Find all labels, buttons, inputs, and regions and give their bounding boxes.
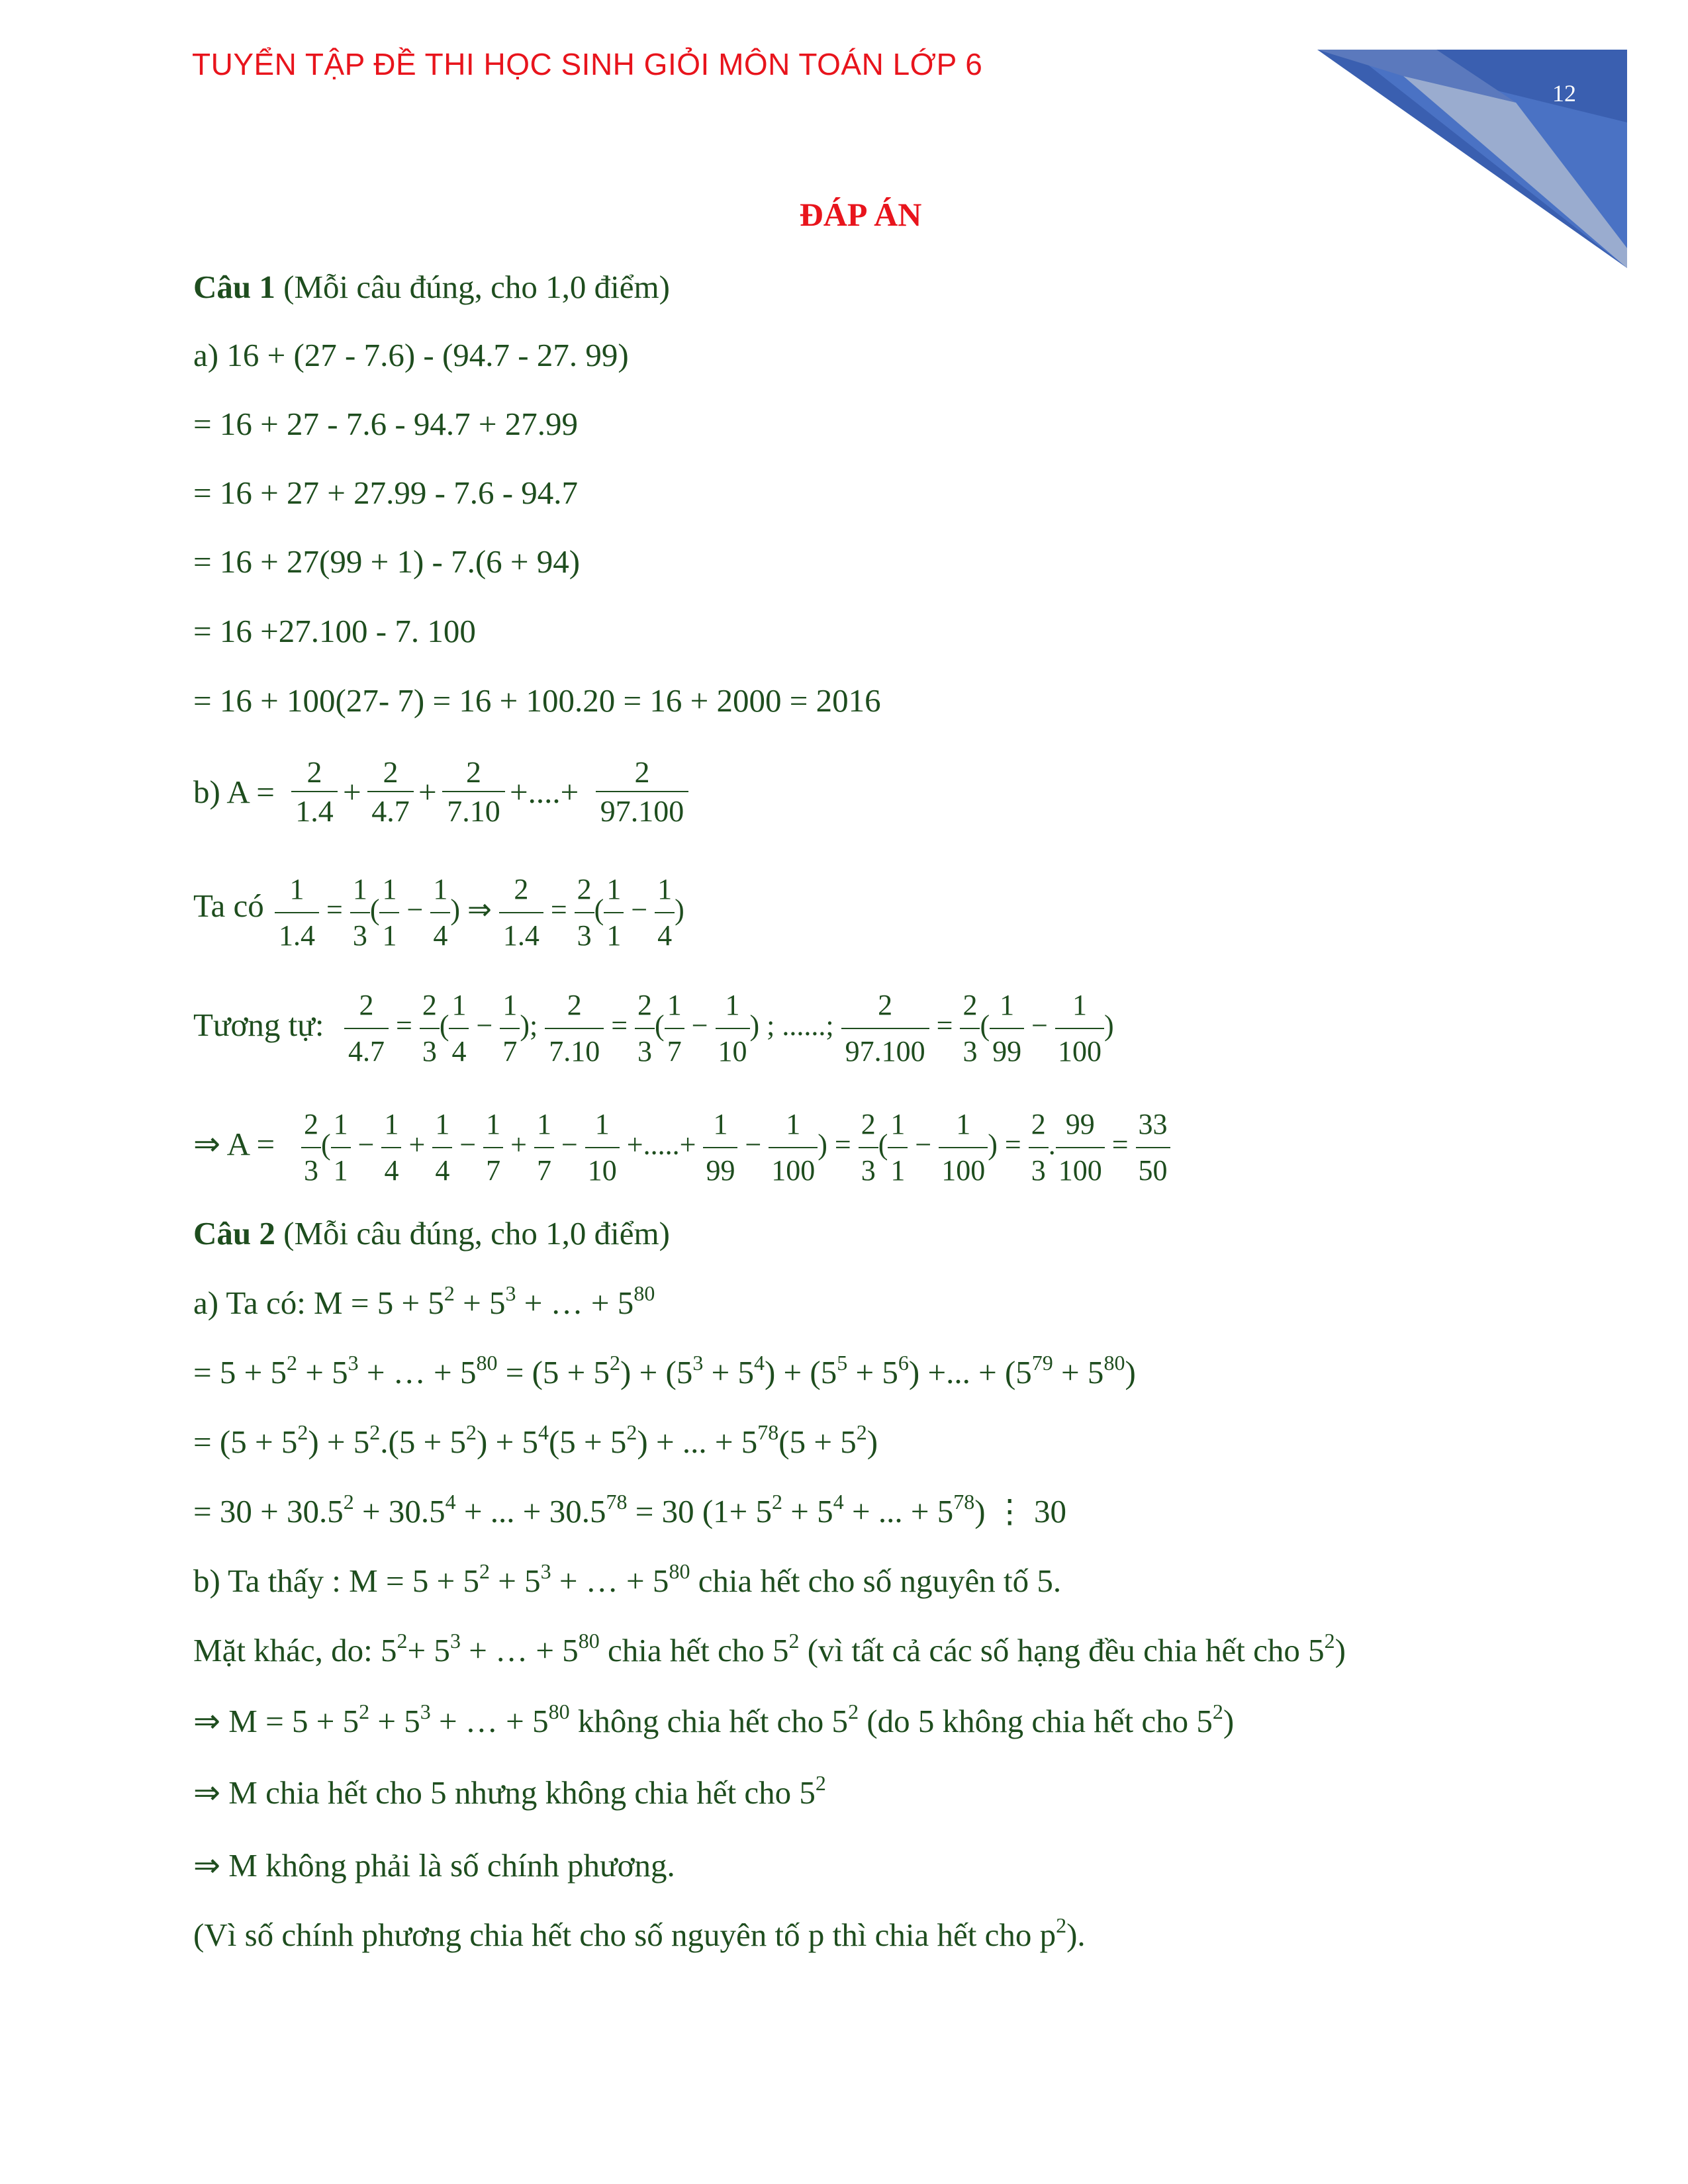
q1-heading-bold: Câu 1	[193, 269, 275, 305]
q2-line-1: = $5 + 5^2 + 5^3$ + … + $5^{80} = (5 + 5^2) + (5^3 + 5^4) + (5^5 + 5^6)$ +... + $(5^{79} + 5^{80})$	[193, 1351, 1136, 1390]
q2-line-2: = $(5 + 5^2) + 5^2.(5 + 5^2) + 5^4(5 + 5^2)$ + ... + $5^{78}(5 + 5^2)$	[193, 1420, 878, 1460]
q2-line-9: (Vì số chính phương chia hết cho số nguyên tố p thì chia hết cho $p^2$).	[193, 1913, 1086, 1953]
q2-line-3: = $30 + 30.5^2 + 30.5^4$ + ... + $30.5^{78} = 30$ ($1+ 5^2 + 5^4$ + ... + $5^{78}$) ⋮ 30	[193, 1490, 1067, 1529]
q1-arrow-expr: 2 3(1 1 − 1 4 + 1 4 − 1 7 + 1 7 − 1 10 +.....+ 1 99 − 1 100) = 2 3(1 1 − 1 100) = 2 3.99 $100 = \frac{33}{50}$	[301, 1102, 1170, 1193]
q2-line-4: b) Ta thấy : $M = 5 + 5^2 + 5^3$ + … + $5^{80}$ chia hết cho số nguyên tố 5.	[193, 1559, 1062, 1599]
q1-taco-expr: 1 1.4 = 1 3(1 1 − 1 4) ⇒ 2 1.4 = 2 3(1 1 − 1 4)	[275, 867, 684, 958]
q1-heading	[193, 268, 670, 306]
q1-heading-rest: (Mỗi câu đúng, cho 1,0 điểm)	[275, 269, 670, 305]
q1-b-op-2: +....+	[510, 774, 579, 810]
q1-b-frac-1: 2 4.7	[367, 754, 414, 829]
q1-b-frac-0: 2 1.4	[291, 754, 338, 829]
q1-b-op-1: +	[418, 774, 437, 810]
q2-line-0: a) Ta có: $M = 5 + 5^2 + 5^3$ + … + $5^{80}$	[193, 1281, 655, 1321]
q1-arrow-label: ⇒ A =	[193, 1126, 275, 1162]
q2-heading	[193, 1214, 670, 1252]
q1-a-line-3: = 16 + 27(99 + 1) - 7.(6 + 94)	[193, 543, 581, 580]
q1-b-op-0: +	[343, 774, 361, 810]
q1-a-line-2: = 16 + 27 + 27.99 - 7.6 - 94.7	[193, 475, 579, 511]
q2-line-8: ⇒ M không phải là số chính phương.	[193, 1847, 675, 1884]
q1-b-frac-2: 2 7.10	[442, 754, 505, 829]
q2-heading-rest: (Mỗi câu đúng, cho 1,0 điểm)	[275, 1215, 670, 1251]
page-number: 12	[1552, 80, 1576, 107]
q1-taco-label: Ta có	[193, 887, 264, 924]
q1-a-line-0: a) 16 + (27 - 7.6) - (94.7 - 27. 99)	[193, 337, 629, 373]
q2-line-5: Mặt khác, do: $5^2+ 5^3$ + … + $5^{80}$ chia hết cho $5^2$ (vì tất cả các số hạng đều chia hết cho $5^2$)	[193, 1629, 1346, 1668]
corner-decoration	[1317, 50, 1628, 275]
header-title: TUYỂN TẬP ĐỀ THI HỌC SINH GIỎI MÔN TOÁN LỚP 6	[192, 47, 983, 81]
q1-a-line-5: = 16 + 100(27- 7) = 16 + 100.20 = 16 + 2000 = 2016	[193, 682, 881, 719]
q1-tuongtu-label: Tương tự:	[193, 1007, 324, 1043]
q1-b-frac-3: 2 97.100	[596, 754, 688, 829]
doc-title: ĐÁP ÁN	[799, 196, 922, 233]
q1-a-line-4: = 16 +27.100 - 7. 100	[193, 613, 476, 649]
q2-heading-bold: Câu 2	[193, 1215, 275, 1251]
q1-a-line-1: = 16 + 27 - 7.6 - 94.7 + 27.99	[193, 406, 579, 442]
q1-b-label: b) A =	[193, 774, 275, 810]
q1-tuongtu-expr: 2 4.7 = 2 3(1 4 − 1 7); 2 7.10 = 2 3(1 7 − 1 10) ; ......; 2 97.100 = 2 3(1 99 − 1 100)	[344, 983, 1114, 1074]
q2-line-6: ⇒ $M = 5 + 5^2 + 5^3$ + … + $5^{80}$ không chia hết cho $5^2$ (do 5 không chia hết cho $5^2$)	[193, 1700, 1235, 1739]
q2-line-7: ⇒ M chia hết cho 5 nhưng không chia hết cho $5^2$	[193, 1771, 826, 1811]
